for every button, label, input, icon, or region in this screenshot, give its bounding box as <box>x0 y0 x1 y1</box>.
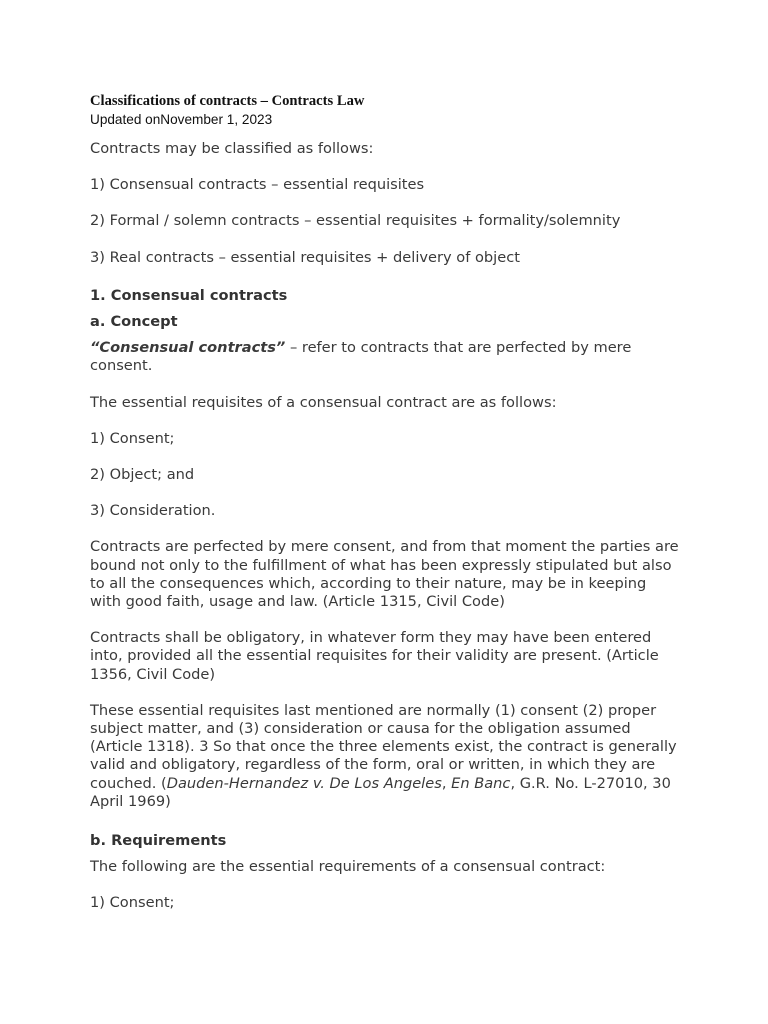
updated-date: Updated onNovember 1, 2023 <box>90 112 273 127</box>
requisite-item: 1) Consent; <box>90 429 175 447</box>
classification-item: 2) Formal / solemn contracts – essential requisites + formality/solemnity <box>90 212 621 230</box>
definition-term: “Consensual contracts” <box>90 339 286 357</box>
en-banc: En Banc <box>451 774 511 792</box>
case-name: Dauden-Hernandez v. De Los Angeles <box>166 774 442 792</box>
article-1315-paragraph: Contracts are perfected by mere consent, and from that moment the parties are bound not only to the fulfillment of what has been expressly stipulated but also to all the consequences which, according to their nature, may be in keeping with good faith, usage and law. (Article 1315, Civil Code) <box>90 538 679 611</box>
subsection-heading: b. Requirements <box>90 832 227 850</box>
case-paragraph <box>90 702 680 811</box>
requisite-item: 3) Consideration. <box>90 502 216 520</box>
classification-item: 3) Real contracts – essential requisites + delivery of object <box>90 248 520 266</box>
requirement-item: 1) Consent; <box>90 894 175 912</box>
document-page <box>90 92 680 913</box>
intro-paragraph: Contracts may be classified as follows: <box>90 140 374 157</box>
subsection-heading: a. Concept <box>90 313 178 331</box>
case-citation: , G.R. No. L-27010, 30 April 1969) <box>90 774 671 810</box>
requisites-intro: The essential requisites of a consensual contract are as follows: <box>90 393 557 411</box>
page-title: Classifications of contracts – Contracts Law <box>90 93 365 109</box>
requirements-intro: The following are the essential requirements of a consensual contract: <box>90 858 606 876</box>
requisite-item: 2) Object; and <box>90 466 195 484</box>
classification-item: 1) Consensual contracts – essential requisites <box>90 176 425 194</box>
definition-paragraph <box>90 339 680 375</box>
case-separator: , <box>441 774 452 792</box>
article-1356-paragraph: Contracts shall be obligatory, in whatever form they may have been entered into, provided all the essential requisites for their validity are present. (Article 1356, Civil Code) <box>90 629 659 683</box>
case-text: These essential requisites last mentioned are normally (1) consent (2) proper subject matter, and (3) consideration or causa for the obligation assumed (Article 1318). 3 So that once the three elements exist, the contract is generally valid and obligatory, regardless of the form, oral or written, in which they are couched. ( <box>90 701 677 792</box>
section-heading: 1. Consensual contracts <box>90 286 288 304</box>
definition-text: – refer to contracts that are perfected by mere consent. <box>90 339 632 375</box>
